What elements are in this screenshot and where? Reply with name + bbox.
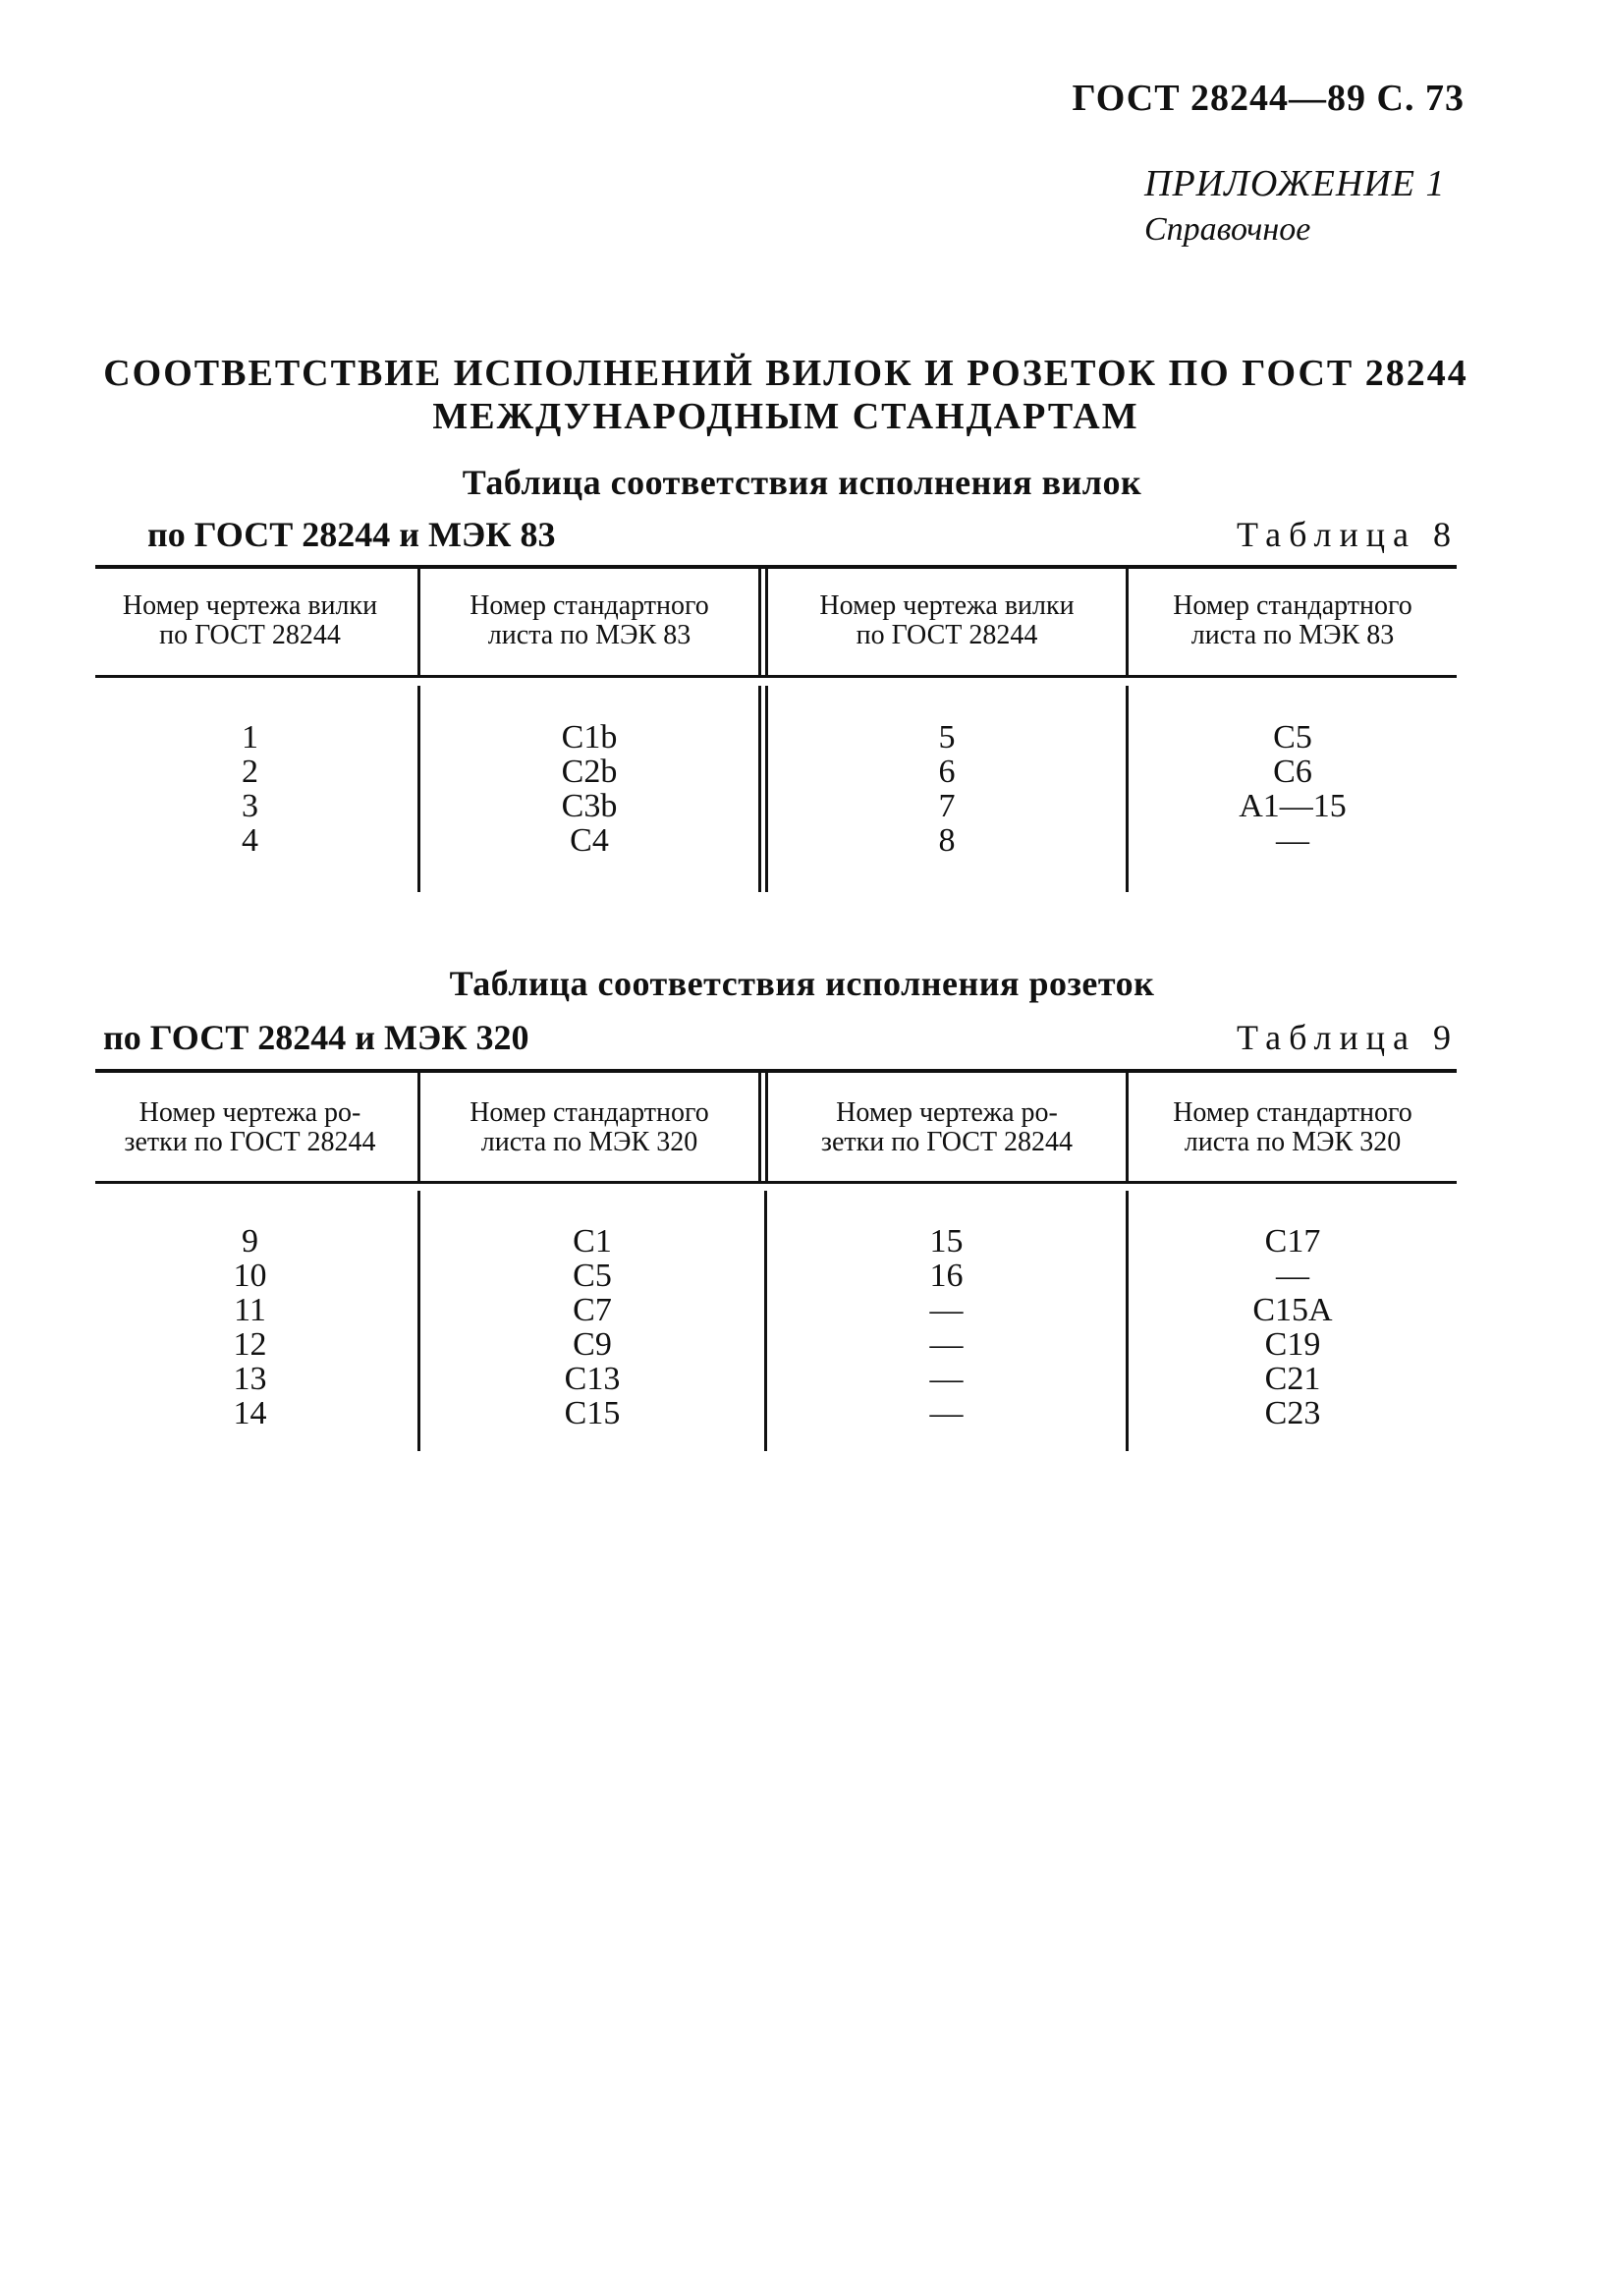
table-cell: 10 xyxy=(233,1258,267,1294)
table-cell: 16 xyxy=(929,1258,964,1294)
table-cell: 8 xyxy=(938,822,956,859)
table-cell: 13 xyxy=(233,1361,267,1397)
table8-header-col2: Номер стандартного листа по МЭК 83 xyxy=(470,590,709,650)
table-cell: C5 xyxy=(573,1258,612,1294)
main-title-line-1: СООТВЕТСТВИЕ ИСПОЛНЕНИЙ ВИЛОК И РОЗЕТОК ПО ГОСТ 28244 xyxy=(103,353,1468,394)
table8-header-col1: Номер чертежа вилки по ГОСТ 28244 xyxy=(122,590,378,650)
table-cell: C1b xyxy=(561,719,618,756)
table9-divider xyxy=(758,1073,761,1181)
table-cell: 12 xyxy=(233,1326,267,1363)
appendix-note: Справочное xyxy=(1144,211,1311,248)
table-cell: 3 xyxy=(242,788,258,824)
table9-col3 xyxy=(767,1224,1126,1430)
table-cell: C2b xyxy=(561,754,618,790)
page-header-code: ГОСТ 28244—89 С. 73 xyxy=(1072,78,1465,119)
table9-header-col1: Номер чертежа ро- зетки по ГОСТ 28244 xyxy=(124,1097,376,1157)
table-cell: C4 xyxy=(570,822,609,859)
table-cell: C15 xyxy=(564,1395,621,1431)
table9-caption-right: Таблица 9 xyxy=(1237,1018,1459,1057)
table-cell: — xyxy=(1276,1258,1309,1294)
table9-header-rule xyxy=(95,1181,1457,1184)
table9-col4 xyxy=(1129,1224,1457,1430)
table-cell: C9 xyxy=(573,1326,612,1363)
table-cell: 6 xyxy=(938,754,956,790)
table-cell: — xyxy=(929,1361,964,1397)
table-cell: C3b xyxy=(561,788,618,824)
main-title-line-2: МЕЖДУНАРОДНЫМ СТАНДАРТАМ xyxy=(432,396,1139,437)
table9-col2 xyxy=(420,1224,764,1430)
table-cell: 1 xyxy=(242,719,258,756)
table-cell: 9 xyxy=(242,1223,258,1260)
table9-caption-left: по ГОСТ 28244 и МЭК 320 xyxy=(103,1018,529,1057)
table9-col1 xyxy=(85,1224,415,1430)
table-cell: C23 xyxy=(1264,1395,1321,1431)
table8-subtitle: Таблица соответствия исполнения вилок xyxy=(462,463,1142,502)
table8-header-col4: Номер стандартного листа по МЭК 83 xyxy=(1173,590,1412,650)
table9-subtitle: Таблица соответствия исполнения розеток xyxy=(449,964,1155,1003)
table-cell: 4 xyxy=(242,822,258,859)
table-cell: — xyxy=(929,1326,964,1363)
table-cell: 14 xyxy=(233,1395,267,1431)
table8-header-col3: Номер чертежа вилки по ГОСТ 28244 xyxy=(819,590,1075,650)
table-cell: 2 xyxy=(242,754,258,790)
table-cell: — xyxy=(929,1395,964,1431)
table8-caption-left: по ГОСТ 28244 и МЭК 83 xyxy=(147,515,556,554)
table-cell: C1 xyxy=(573,1223,612,1260)
table9-header-col3: Номер чертежа ро- зетки по ГОСТ 28244 xyxy=(820,1097,1074,1157)
table-cell: C21 xyxy=(1264,1361,1321,1397)
table-cell: C6 xyxy=(1273,754,1312,790)
table-cell: C7 xyxy=(573,1292,612,1328)
table-cell: 7 xyxy=(938,788,956,824)
table-cell: C19 xyxy=(1264,1326,1321,1363)
table-cell: C5 xyxy=(1273,719,1312,756)
table-cell: C13 xyxy=(564,1361,621,1397)
appendix-label: ПРИЛОЖЕНИЕ 1 xyxy=(1144,163,1446,204)
table-cell: A1—15 xyxy=(1239,788,1347,824)
table9-header-col4: Номер стандартного листа по МЭК 320 xyxy=(1173,1097,1412,1157)
table-cell: — xyxy=(1276,822,1309,859)
table-cell: C15A xyxy=(1252,1292,1333,1328)
table8-caption-right: Таблица 8 xyxy=(1237,515,1459,554)
table-cell: 11 xyxy=(234,1292,266,1328)
table9-header-col2: Номер стандартного листа по МЭК 320 xyxy=(470,1097,709,1157)
table-cell: C17 xyxy=(1264,1223,1321,1260)
table-cell: — xyxy=(929,1292,964,1328)
table-cell: 5 xyxy=(938,719,956,756)
table-cell: 15 xyxy=(929,1223,964,1260)
table9-top-rule xyxy=(95,1069,1457,1073)
